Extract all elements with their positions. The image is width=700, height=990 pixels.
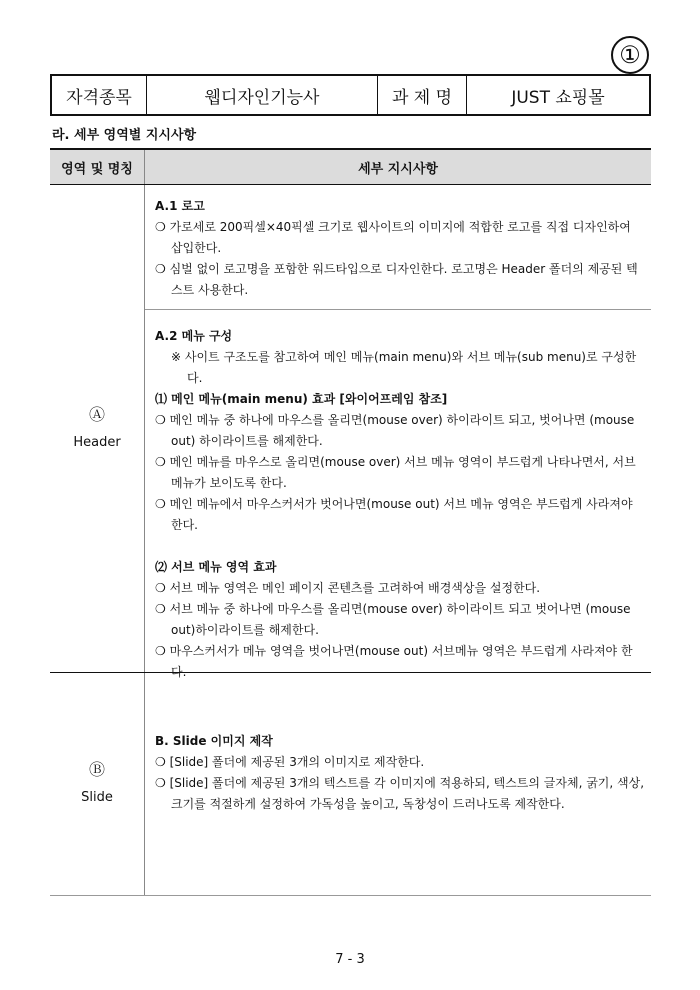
page-footer: 7 - 3 [335,952,365,967]
column-header-details: 세부 지시사항 [145,149,652,185]
logo-block [145,185,652,310]
slide-item: ❍ [Slide] 폴더에 제공된 3개의 텍스트를 각 이미지에 적용하되, 텍스트의 글자체, 굵기, 색상, 크기를 적절하게 설정하여 가독성을 높이고, 독창성이 드러나도록 제작한다. [155,776,645,811]
main-menu-item: ❍ 메인 메뉴 중 하나에 마우스를 올리면(mouse over) 하이라이트 되고, 벗어나면 (mouse out) 하이라이트를 해제한다. [155,413,635,448]
main-menu-title: ⑴ 메인 메뉴(main menu) 효과 [와이어프레임 참조] [155,392,448,406]
value-task-name: JUST 쇼핑몰 [467,75,651,115]
column-header-area: 영역 및 명칭 [50,149,145,185]
slide-item: ❍ [Slide] 폴더에 제공된 3개의 이미지로 제작한다. [155,755,425,769]
area-label-header [50,185,145,673]
slide-block [145,673,652,896]
sub-menu-item: ❍ 마우스커서가 메뉴 영역을 벗어나면(mouse out) 서브메뉴 영역은 부드럽게 사라져야 한다. [155,644,633,679]
slide-title: B. Slide 이미지 제작 [155,734,273,748]
area-label-slide [50,673,145,896]
logo-item: ❍ 가로세로 200픽셀×40픽셀 크기로 웹사이트의 이미지에 적합한 로고를 직접 디자인하여 삽입한다. [155,220,631,255]
sub-menu-title: ⑵ 서브 메뉴 영역 효과 [155,560,277,574]
sub-menu-item: ❍ 서브 메뉴 중 하나에 마우스를 올리면(mouse over) 하이라이트 되고 벗어나면 (mouse out)하이라이트를 해제한다. [155,602,631,637]
exam-info-table [50,74,651,116]
menu-note: ※ 사이트 구조도를 참고하여 메인 메뉴(main menu)와 서브 메뉴(sub menu)로 구성한다. [171,350,637,385]
area-name-slide: Slide [81,790,113,805]
area-name-header: Header [73,434,121,450]
logo-item: ❍ 심벌 없이 로고명을 포함한 워드타입으로 디자인한다. 로고명은 Header 폴더의 제공된 텍스트 사용한다. [155,262,638,297]
main-menu-item: ❍ 메인 메뉴에서 마우스커서가 벗어나면(mouse out) 서브 메뉴 영역은 부드럽게 사라져야 한다. [155,497,633,532]
label-qualification: 자격종목 [51,75,147,115]
logo-title: A.1 로고 [155,199,205,213]
page-number-mark: ① [611,36,649,74]
label-task-name: 과 제 명 [378,75,467,115]
sub-menu-item: ❍ 서브 메뉴 영역은 메인 페이지 콘텐츠를 고려하여 배경색상을 설정한다. [155,581,541,595]
menu-title: A.2 메뉴 구성 [155,329,233,343]
main-menu-item: ❍ 메인 메뉴를 마우스로 올리면(mouse over) 서브 메뉴 영역이 부드럽게 나타나면서, 서브 메뉴가 보이도록 한다. [155,455,636,490]
area-symbol-a: Ⓐ [88,404,105,424]
area-symbol-b: Ⓑ [88,760,105,779]
value-qualification: 웹디자인기능사 [147,75,378,115]
menu-block [145,310,652,679]
instructions-table [50,148,651,896]
section-title: 라. 세부 영역별 지시사항 [52,128,197,143]
